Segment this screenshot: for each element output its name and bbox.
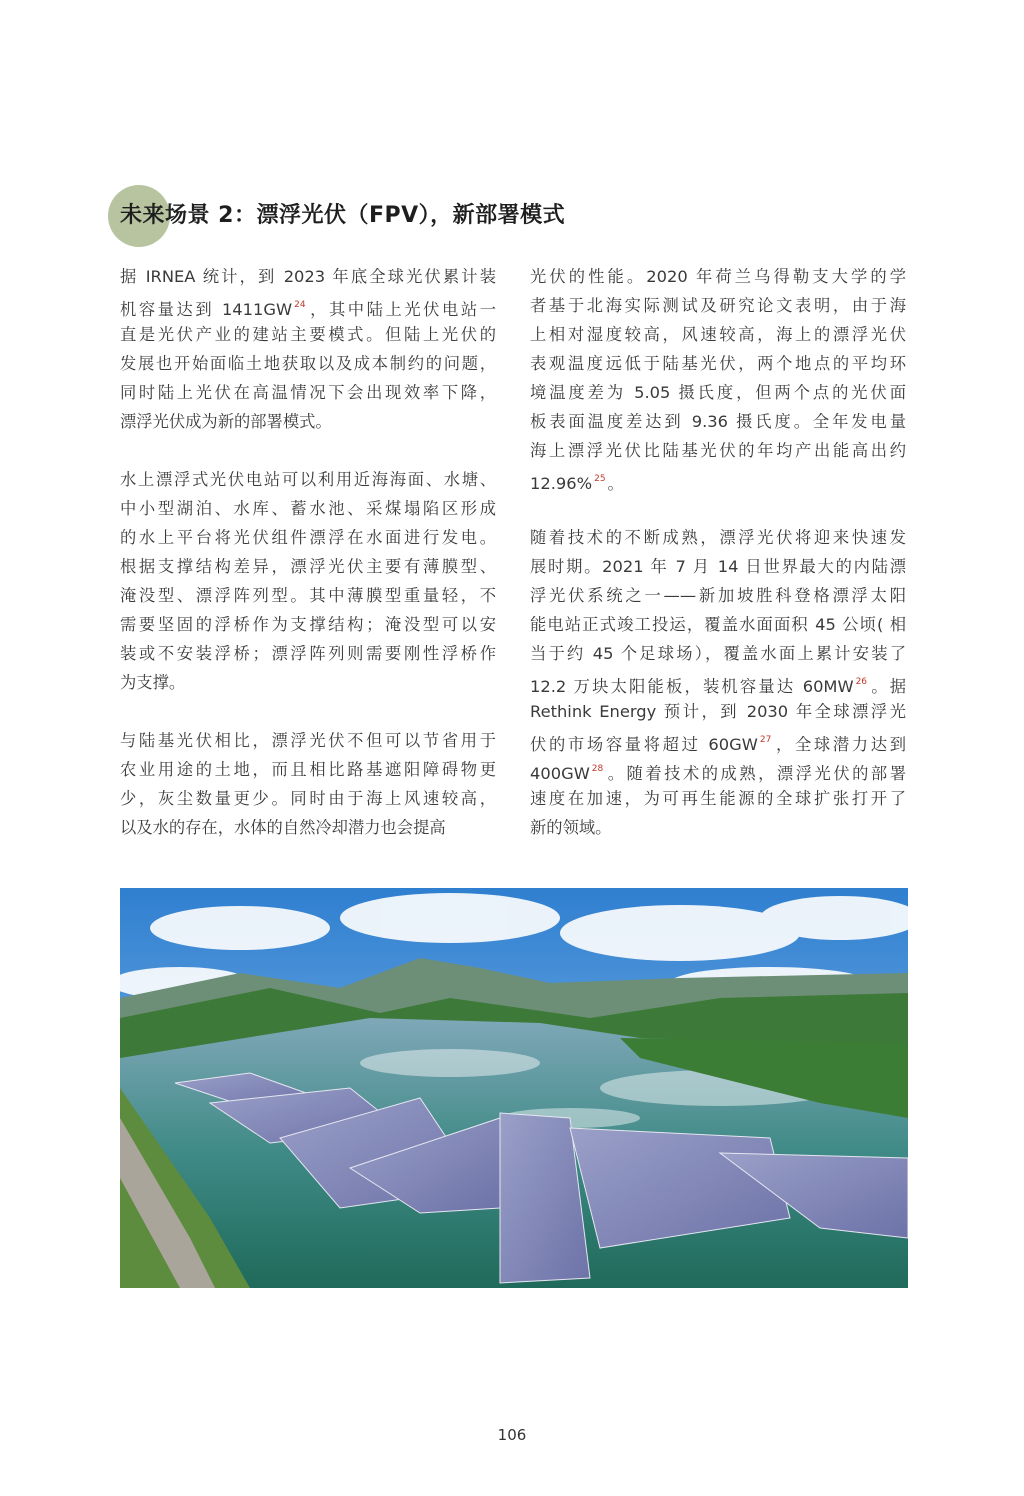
text-line bbox=[530, 668, 906, 697]
text-line bbox=[530, 726, 906, 755]
text-segment: 伏的市场容量将超过 60GW bbox=[530, 735, 758, 754]
text-segment: ，其中陆上光伏电站一 bbox=[307, 300, 496, 319]
text-column-right bbox=[530, 262, 906, 871]
text-line bbox=[530, 639, 906, 668]
text-segment: 机容量达到 1411GW bbox=[120, 300, 293, 319]
text-line bbox=[120, 552, 496, 581]
text-segment: 12.96% bbox=[530, 474, 593, 493]
text-line bbox=[530, 262, 906, 291]
text-segment: 者基于北海实际测试及研究论文表明，由于海 bbox=[530, 296, 906, 315]
text-line bbox=[120, 784, 496, 813]
text-line bbox=[120, 320, 496, 349]
footnote-reference[interactable]: 28 bbox=[591, 764, 604, 774]
text-segment: 的水上平台将光伏组件漂浮在水面进行发电。 bbox=[120, 528, 496, 547]
text-line bbox=[120, 378, 496, 407]
footnote-reference[interactable]: 24 bbox=[294, 300, 306, 310]
text-line bbox=[530, 378, 906, 407]
text-segment: 速度在加速，为可再生能源的全球扩张打开了 bbox=[530, 789, 906, 808]
text-segment: 同时陆上光伏在高温情况下会出现效率下降， bbox=[120, 383, 496, 402]
text-segment: 与陆基光伏相比，漂浮光伏不但可以节省用于 bbox=[120, 731, 496, 750]
text-segment: 水上漂浮式光伏电站可以利用近海海面、水塘、 bbox=[120, 470, 496, 489]
text-line bbox=[530, 581, 906, 610]
text-segment: 直是光伏产业的建站主要模式。但陆上光伏的 bbox=[120, 325, 496, 344]
text-segment: 。 bbox=[607, 474, 624, 493]
text-segment: 浮光伏系统之一——新加坡胜科登格漂浮太阳 bbox=[530, 586, 906, 605]
text-segment: 表观温度远低于陆基光伏，两个地点的平均环 bbox=[530, 354, 906, 373]
text-segment: 上相对湿度较高，风速较高，海上的漂浮光伏 bbox=[530, 325, 906, 344]
text-line bbox=[120, 726, 496, 755]
text-segment: ，全球潜力达到 bbox=[773, 735, 906, 754]
text-line bbox=[530, 465, 906, 494]
text-segment: 需要坚固的浮桥作为支撑结构；淹没型可以安 bbox=[120, 615, 496, 634]
text-line bbox=[530, 523, 906, 552]
text-segment: 12.2 万块太阳能板，装机容量达 60MW bbox=[530, 677, 854, 696]
text-line bbox=[530, 755, 906, 784]
text-segment: 随着技术的不断成熟，漂浮光伏将迎来快速发 bbox=[530, 528, 906, 547]
text-line bbox=[530, 320, 906, 349]
text-line bbox=[530, 349, 906, 378]
text-segment: 能电站正式竣工投运，覆盖水面面积 45 公顷( 相 bbox=[530, 615, 906, 634]
text-segment: 展时期。2021 年 7 月 14 日世界最大的内陆漂 bbox=[530, 557, 906, 576]
text-line bbox=[120, 291, 496, 320]
text-line bbox=[120, 639, 496, 668]
text-segment: 少，灰尘数量更少。同时由于海上风速较高， bbox=[120, 789, 496, 808]
paragraph bbox=[120, 465, 496, 697]
text-line bbox=[530, 813, 906, 842]
text-segment: Rethink Energy 预计，到 2030 年全球漂浮光 bbox=[530, 702, 906, 721]
paragraph bbox=[530, 262, 906, 494]
text-line bbox=[120, 755, 496, 784]
text-segment: 根据支撑结构差异，漂浮光伏主要有薄膜型、 bbox=[120, 557, 496, 576]
text-segment: 农业用途的土地，而且相比路基遮阳障碍物更 bbox=[120, 760, 496, 779]
text-segment: 板表面温度差达到 9.36 摄氏度。全年发电量 bbox=[530, 412, 906, 431]
text-segment: 为支撑。 bbox=[120, 673, 186, 692]
text-segment: 以及水的存在，水体的自然冷却潜力也会提高 bbox=[120, 818, 446, 837]
page-number: 106 bbox=[497, 1426, 527, 1444]
text-segment: 据 IRNEA 统计，到 2023 年底全球光伏累计装 bbox=[120, 267, 496, 286]
text-segment: 海上漂浮光伏比陆基光伏的年均产出能高出约 bbox=[530, 441, 906, 460]
footnote-reference[interactable]: 27 bbox=[759, 735, 772, 745]
text-line bbox=[530, 552, 906, 581]
paragraph bbox=[120, 726, 496, 842]
text-segment: 当于约 45 个足球场），覆盖水面上累计安装了 bbox=[530, 644, 906, 663]
footnote-reference[interactable]: 26 bbox=[855, 677, 868, 687]
text-segment: 400GW bbox=[530, 764, 590, 783]
text-segment: 新的领域。 bbox=[530, 818, 612, 837]
footnote-reference[interactable]: 25 bbox=[594, 474, 606, 484]
text-segment: 发展也开始面临土地获取以及成本制约的问题， bbox=[120, 354, 496, 373]
text-line bbox=[120, 349, 496, 378]
text-segment: 。据 bbox=[869, 677, 906, 696]
text-line bbox=[120, 668, 496, 697]
text-line bbox=[530, 697, 906, 726]
text-segment: 光伏的性能。2020 年荷兰乌得勒支大学的学 bbox=[530, 267, 906, 286]
text-segment: 境温度差为 5.05 摄氏度，但两个点的光伏面 bbox=[530, 383, 906, 402]
text-line bbox=[530, 407, 906, 436]
text-segment: 中小型湖泊、水库、蓄水池、采煤塌陷区形成 bbox=[120, 499, 496, 518]
paragraph bbox=[120, 262, 496, 436]
text-line bbox=[120, 465, 496, 494]
text-line bbox=[530, 291, 906, 320]
text-segment: 漂浮光伏成为新的部署模式。 bbox=[120, 412, 332, 431]
text-line bbox=[530, 784, 906, 813]
text-line bbox=[120, 523, 496, 552]
text-line bbox=[120, 610, 496, 639]
text-line bbox=[530, 610, 906, 639]
text-segment: 。随着技术的成熟，漂浮光伏的部署 bbox=[605, 764, 906, 783]
text-line bbox=[120, 262, 496, 291]
text-segment: 装或不安装浮桥；漂浮阵列则需要刚性浮桥作 bbox=[120, 644, 496, 663]
text-line bbox=[120, 407, 496, 436]
section-heading: 未来场景 2：漂浮光伏（FPV），新部署模式 bbox=[120, 203, 566, 228]
text-line bbox=[120, 813, 496, 842]
floating-solar-photo bbox=[120, 888, 908, 1288]
text-segment: 淹没型、漂浮阵列型。其中薄膜型重量轻，不 bbox=[120, 586, 496, 605]
text-line bbox=[120, 581, 496, 610]
text-line bbox=[120, 494, 496, 523]
paragraph bbox=[530, 523, 906, 842]
text-line bbox=[530, 436, 906, 465]
text-column-left bbox=[120, 262, 496, 871]
